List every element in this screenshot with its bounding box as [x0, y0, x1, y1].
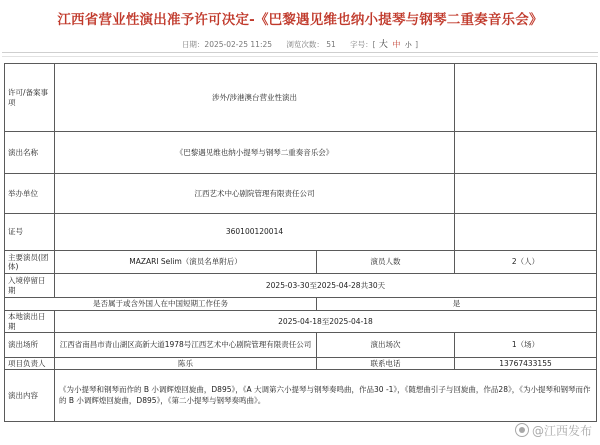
table-row: [5, 370, 597, 422]
font-size-small-button[interactable]: 小: [404, 41, 412, 49]
stay-label: 入境停留日期: [5, 274, 55, 298]
views-count: 51: [326, 40, 336, 49]
phone-label: 联系电话: [317, 358, 455, 370]
blank-cell: [455, 132, 597, 174]
table-row: [5, 214, 597, 251]
table-row: [5, 333, 597, 358]
local-date-value: 2025-04-18至2025-04-18: [55, 311, 597, 333]
performer-count-label: 演员人数: [317, 251, 455, 274]
publish-date: 日期：2025-02-25 11:25: [181, 40, 273, 49]
local-date-label: 本地演出日期: [5, 311, 55, 333]
blank-cell: [455, 214, 597, 251]
organizer-value: 江西艺术中心剧院管理有限责任公司: [55, 174, 455, 214]
font-size-medium-button[interactable]: 中: [392, 40, 401, 49]
show-name-label: 演出名称: [5, 132, 55, 174]
table-row: [5, 64, 597, 132]
table-row: [5, 174, 597, 214]
content-label: 演出内容: [5, 370, 55, 422]
table-row: [5, 274, 597, 298]
weibo-logo-icon: [515, 423, 529, 437]
font-size-label: 字号：[: [350, 40, 376, 49]
cert-label: 证号: [5, 214, 55, 251]
article-meta: [0, 37, 600, 50]
license-label: 许可/备案事项: [5, 64, 55, 132]
watermark: [515, 422, 592, 439]
performer-count-value: 2（人）: [455, 251, 597, 274]
manager-value: 陈乐: [55, 358, 317, 370]
table-row: [5, 311, 597, 333]
blank-cell: [455, 174, 597, 214]
page-title: 江西省营业性演出准予许可决定-《巴黎遇见维也纳小提琴与钢琴二重奏音乐会》: [57, 12, 543, 28]
sessions-value: 1（场）: [455, 333, 597, 358]
stay-value: 2025-03-30至2025-04-28共30天: [55, 274, 597, 298]
font-size-close: ]: [415, 40, 419, 49]
table-row: [5, 298, 597, 311]
table-row: [5, 358, 597, 370]
divider: [2, 52, 598, 53]
license-value: 涉外/涉港澳台营业性演出: [55, 64, 455, 132]
permit-table: [4, 63, 597, 422]
table-row: [5, 251, 597, 274]
watermark-text: @江西发布: [531, 424, 592, 438]
short-work-value: 是: [317, 298, 597, 311]
views-label: 浏览次数：: [286, 40, 324, 49]
phone-value: 13767433155: [455, 358, 597, 370]
cert-value: 360100120014: [55, 214, 455, 251]
organizer-label: 举办单位: [5, 174, 55, 214]
manager-label: 项目负责人: [5, 358, 55, 370]
show-name-value: 《巴黎遇见维也纳小提琴与钢琴二重奏音乐会》: [55, 132, 455, 174]
performers-value: MAZARI Selim（演员名单附后）: [55, 251, 317, 274]
performers-label: 主要演员(团体): [5, 251, 55, 274]
venue-label: 演出场所: [5, 333, 55, 358]
blank-cell: [455, 64, 597, 132]
divider: [2, 56, 598, 57]
table-row: [5, 132, 597, 174]
short-work-label: 是否属于或含外国人在中国短期工作任务: [5, 298, 317, 311]
font-size-large-button[interactable]: 大: [378, 40, 388, 50]
sessions-label: 演出场次: [317, 333, 455, 358]
venue-value: 江西省南昌市青山湖区高新大道1978号江西艺术中心剧院管理有限责任公司: [55, 333, 317, 358]
content-value: 《为小提琴和钢琴而作的 B 小调辉煌回旋曲，D895》，《A 大调第六小提琴与钢琴奏鸣曲，作品30 -1》，《随想曲引子与回旋曲，作品28》，《为小提琴和钢琴而作的 B 小调辉煌回旋曲，D895》，《第二小提琴与钢琴奏鸣曲》。: [55, 370, 597, 422]
